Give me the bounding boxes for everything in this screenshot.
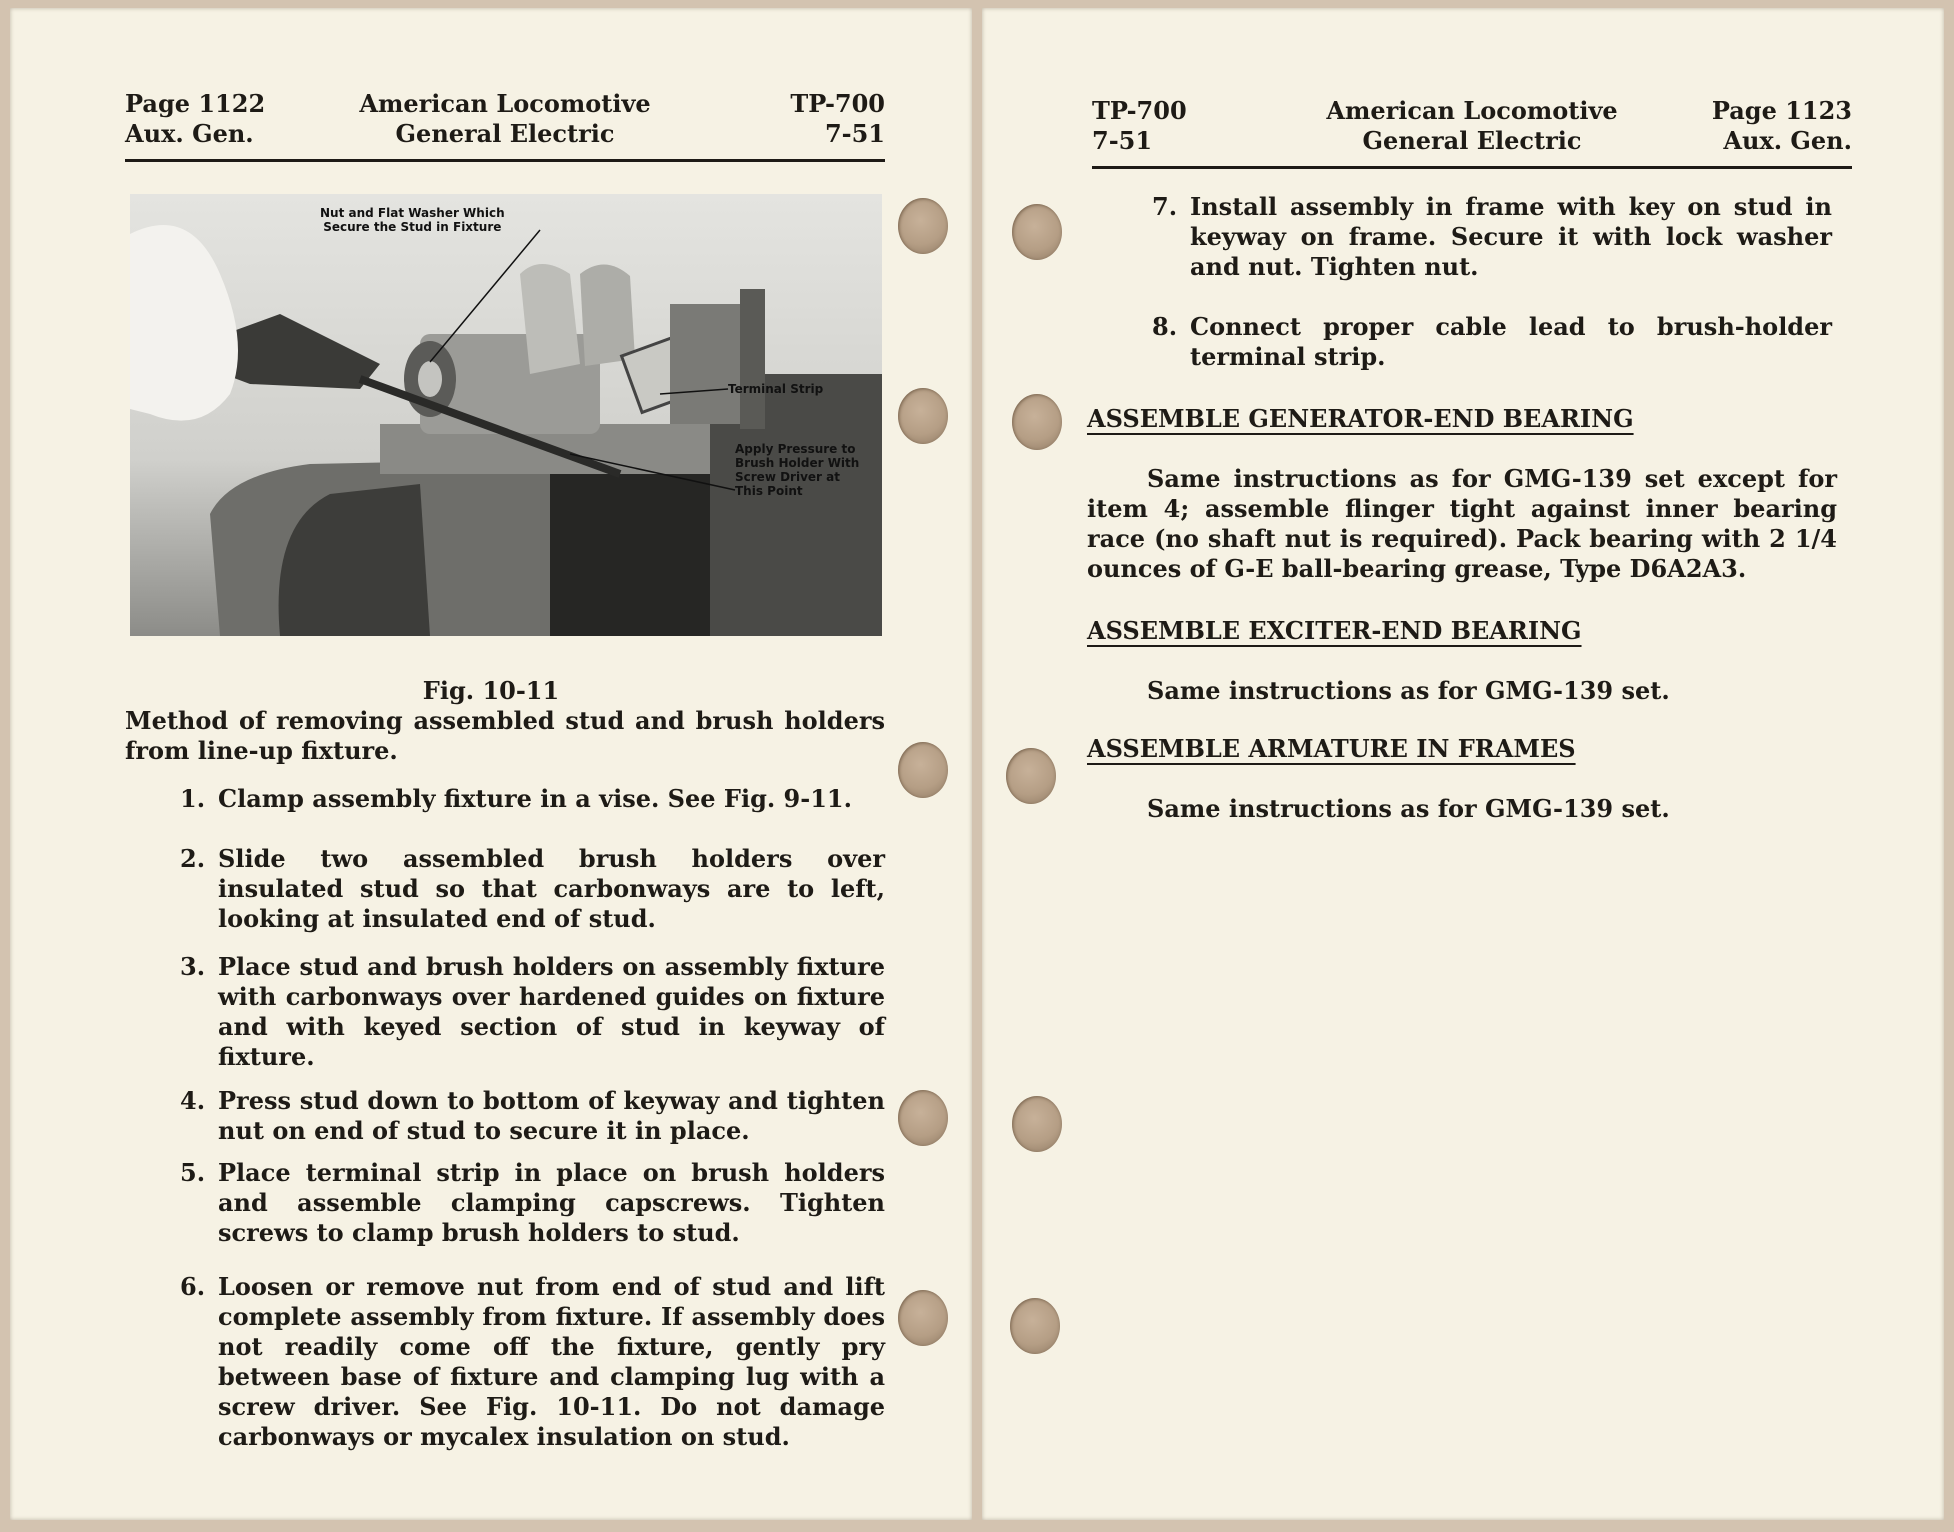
step-text: Press stud down to bottom of keyway and tighten nut on end of stud to secure it in place. bbox=[218, 1086, 885, 1145]
callout-pressure-line-3: Screw Driver at bbox=[735, 470, 840, 484]
figure-caption-text: Method of removing assembled stud and brush holders from line-up fixture. bbox=[125, 706, 885, 765]
doc-date: 7-51 bbox=[1092, 126, 1153, 155]
binder-hole bbox=[1012, 1096, 1062, 1152]
figure-photo bbox=[130, 194, 882, 636]
right-page bbox=[982, 8, 1944, 1520]
binder-hole bbox=[898, 388, 948, 444]
step-item bbox=[180, 1272, 885, 1452]
binder-hole bbox=[898, 742, 948, 798]
step-number: 2. bbox=[180, 844, 206, 873]
binder-hole bbox=[1010, 1298, 1060, 1354]
doc-date: 7-51 bbox=[824, 119, 885, 148]
section-heading: ASSEMBLE ARMATURE IN FRAMES bbox=[1087, 734, 1576, 763]
binder-hole bbox=[898, 198, 948, 254]
section-text: Same instructions as for GMG-139 set. bbox=[1147, 794, 1670, 823]
step-number: 3. bbox=[180, 952, 206, 981]
callout-pressure-line-4: This Point bbox=[735, 484, 803, 498]
binder-hole bbox=[1012, 204, 1062, 260]
doc-number: TP-700 bbox=[790, 89, 885, 118]
step-text: Place terminal strip in place on brush holders and assemble clamping capscrews. Tighten screws to clamp brush holders to stud. bbox=[218, 1158, 885, 1247]
binder-hole bbox=[898, 1090, 948, 1146]
binder-hole bbox=[1006, 748, 1056, 804]
left-page-header bbox=[125, 83, 885, 162]
step-number: 7. bbox=[1152, 192, 1178, 221]
step-item bbox=[180, 1158, 885, 1248]
section-label: Aux. Gen. bbox=[125, 119, 254, 148]
callout-nut-line-1: Nut and Flat Washer Which bbox=[320, 206, 505, 220]
section-label: Aux. Gen. bbox=[1723, 126, 1852, 155]
fixture-illustration bbox=[130, 194, 882, 636]
callout-pressure-line-2: Brush Holder With bbox=[735, 456, 860, 470]
page-number: Page 1122 bbox=[125, 89, 266, 118]
company-line-1: American Locomotive bbox=[1326, 96, 1618, 125]
step-text: Loosen or remove nut from end of stud and lift complete assembly from fixture. If assembly does not readily come off the fixture, gently pry between base of fixture and clamping lug with a screw driver. See Fig. 10-11. Do not damage carbonways or mycalex insulation on stud. bbox=[218, 1272, 885, 1451]
section-heading: ASSEMBLE GENERATOR-END BEARING bbox=[1087, 404, 1634, 433]
step-item bbox=[180, 784, 885, 814]
company-line-1: American Locomotive bbox=[359, 89, 651, 118]
step-number: 1. bbox=[180, 784, 206, 813]
step-text: Install assembly in frame with key on stud in keyway on frame. Secure it with lock washer and nut. Tighten nut. bbox=[1190, 192, 1832, 281]
callout-nut-line-2: Secure the Stud in Fixture bbox=[323, 220, 502, 234]
step-text: Connect proper cable lead to brush-holder terminal strip. bbox=[1190, 312, 1832, 371]
page-number: Page 1123 bbox=[1711, 96, 1852, 125]
callout-pressure bbox=[735, 442, 859, 498]
doc-number: TP-700 bbox=[1092, 96, 1187, 125]
callout-pressure-line-1: Apply Pressure to bbox=[735, 442, 856, 456]
step-text: Clamp assembly fixture in a vise. See Fig. 9-11. bbox=[218, 784, 852, 813]
section-text: Same instructions as for GMG-139 set. bbox=[1147, 676, 1670, 705]
section-heading: ASSEMBLE EXCITER-END BEARING bbox=[1087, 616, 1582, 645]
left-page bbox=[10, 8, 972, 1520]
step-text: Slide two assembled brush holders over insulated stud so that carbonways are to left, looking at insulated end of stud. bbox=[218, 844, 885, 933]
step-text: Place stud and brush holders on assembly fixture with carbonways over hardened guides on fixture and with keyed section of stud in keyway of fixture. bbox=[218, 952, 885, 1071]
step-item bbox=[1152, 192, 1832, 282]
step-item bbox=[180, 952, 885, 1072]
binder-hole bbox=[898, 1290, 948, 1346]
company-line-2: General Electric bbox=[1362, 126, 1582, 155]
step-item bbox=[1152, 312, 1832, 372]
binder-hole bbox=[1012, 394, 1062, 450]
callout-nut bbox=[320, 206, 505, 234]
step-item bbox=[180, 844, 885, 934]
callout-terminal-strip: Terminal Strip bbox=[728, 382, 824, 396]
step-item bbox=[180, 1086, 885, 1146]
company-line-2: General Electric bbox=[395, 119, 615, 148]
step-number: 4. bbox=[180, 1086, 206, 1115]
step-number: 5. bbox=[180, 1158, 206, 1187]
section-text: Same instructions as for GMG-139 set except for item 4; assemble flinger tight against inner bearing race (no shaft nut is required). Pack bearing with 2 1/4 ounces of G-E ball-bearing grease, Type D6A2A3. bbox=[1087, 464, 1837, 583]
figure-caption-title: Fig. 10-11 bbox=[422, 676, 560, 705]
right-page-header bbox=[1092, 90, 1852, 169]
step-number: 8. bbox=[1152, 312, 1178, 341]
step-number: 6. bbox=[180, 1272, 206, 1301]
